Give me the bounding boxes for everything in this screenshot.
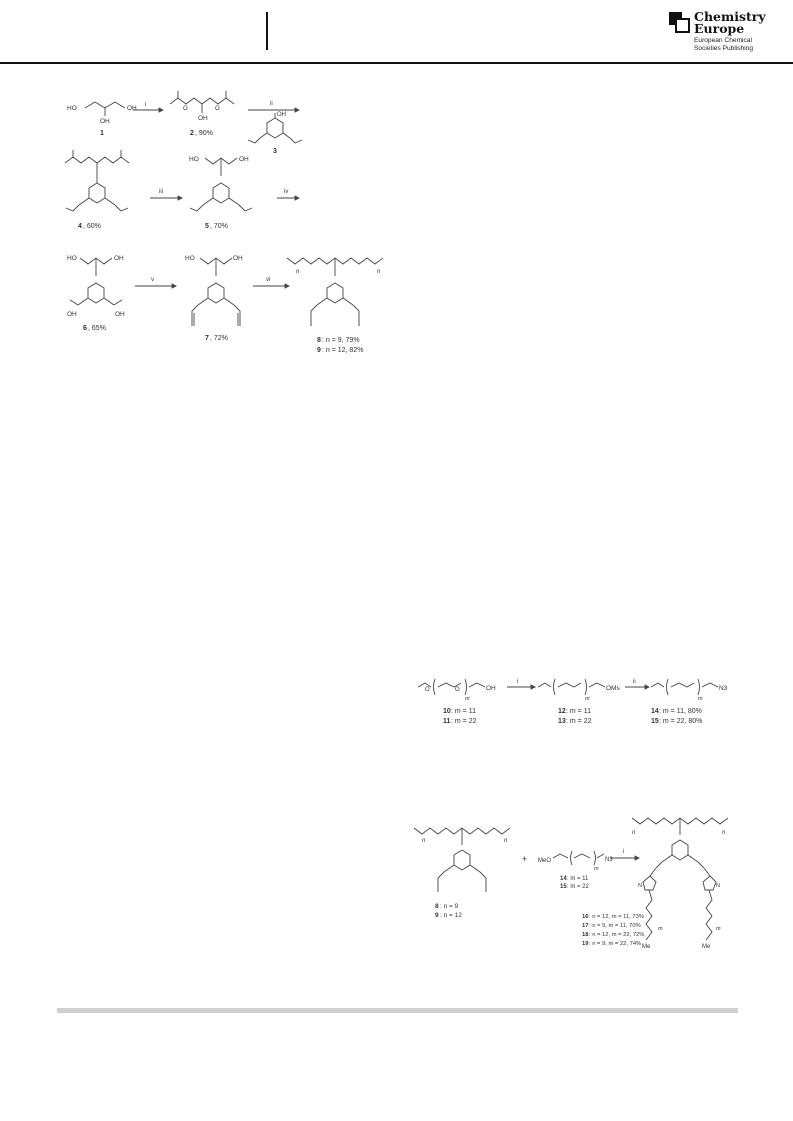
compound-3-structure xyxy=(248,112,302,143)
svg-text:: m = 22: : m = 22 xyxy=(567,884,589,890)
step-label-ii: ii xyxy=(270,101,273,107)
svg-text:n: n xyxy=(722,830,726,836)
compound-label-4: 4 xyxy=(78,223,82,230)
svg-text:O: O xyxy=(183,106,188,112)
compound-yield-6: , 65% xyxy=(88,325,106,332)
header-divider xyxy=(266,12,268,50)
scheme2-step-ii: ii xyxy=(633,679,636,685)
compound-yield-4: , 60% xyxy=(83,223,101,230)
svg-text:N3: N3 xyxy=(605,857,613,863)
svg-text:N: N xyxy=(716,883,720,889)
step-label-v: v xyxy=(151,277,154,283)
compound-8-9-structure xyxy=(287,258,383,326)
reactant-label-14: 14 xyxy=(560,876,567,882)
logo-subtitle: European Chemical Societies Publishing xyxy=(694,37,754,52)
svg-text:Me: Me xyxy=(642,944,651,950)
svg-text:: n = 12, m = 11, 73%: : n = 12, m = 11, 73% xyxy=(589,914,644,920)
svg-text:m: m xyxy=(698,696,703,702)
compound-label-3: 3 xyxy=(273,148,277,155)
product-16-19-structure xyxy=(632,818,728,950)
compound-label-12: 12 xyxy=(558,708,566,715)
reactant-8-9-structure xyxy=(414,828,510,892)
svg-text:O: O xyxy=(425,687,430,693)
svg-text:HO: HO xyxy=(67,105,77,112)
scheme-2-azide-synthesis xyxy=(413,675,743,735)
svg-text:: n = 12, m = 22, 72%: : n = 12, m = 22, 72% xyxy=(589,932,645,938)
compound-6-structure xyxy=(67,255,125,318)
step-label-vi: vi xyxy=(266,277,271,283)
compound-yield-9: : n = 12, 82% xyxy=(322,347,364,354)
reactant-14-15-structure xyxy=(538,851,613,872)
reactant-label-9: 9 xyxy=(435,912,439,919)
svg-text:Me: Me xyxy=(702,944,711,950)
compound-yield-8: : n = 9, 79% xyxy=(322,337,360,344)
svg-text:m: m xyxy=(594,866,599,872)
svg-text:O: O xyxy=(455,687,460,693)
scheme-3-click-reaction xyxy=(410,780,740,960)
svg-text:n: n xyxy=(296,269,300,275)
compound-label-13: 13 xyxy=(558,718,566,725)
chemistry-europe-logo xyxy=(668,11,788,55)
svg-text:HO: HO xyxy=(185,255,195,262)
svg-text:OH: OH xyxy=(198,115,208,122)
svg-text:n: n xyxy=(632,830,636,836)
compound-label-1: 1 xyxy=(100,130,104,137)
compound-12-13-structure xyxy=(538,679,620,702)
product-label-16: 16 xyxy=(582,914,589,920)
step-label-i: i xyxy=(145,102,147,108)
step-label-iv: iv xyxy=(284,189,289,195)
svg-text:: m = 22, 80%: : m = 22, 80% xyxy=(659,718,703,725)
header-rule xyxy=(0,62,793,64)
compound-4-structure xyxy=(65,150,129,211)
svg-text:n: n xyxy=(504,838,508,844)
svg-text:: m = 11: : m = 11 xyxy=(567,876,589,882)
svg-text:n: n xyxy=(422,838,426,844)
svg-text:m: m xyxy=(658,926,663,932)
compound-label-6: 6 xyxy=(83,325,87,332)
svg-text:: n = 9, m = 11, 70%: : n = 9, m = 11, 70% xyxy=(589,923,641,929)
svg-text:O: O xyxy=(215,106,220,112)
svg-text:OH: OH xyxy=(114,255,124,262)
product-label-19: 19 xyxy=(582,941,589,947)
reactant-label-8: 8 xyxy=(435,903,439,910)
svg-text:: m = 11: : m = 11 xyxy=(451,708,476,715)
svg-text:MeO: MeO xyxy=(538,858,552,864)
svg-text:m: m xyxy=(716,926,721,932)
logo-wordmark: Chemistry Europe xyxy=(694,9,766,36)
scheme3-step-i: i xyxy=(623,849,625,855)
svg-text:: n = 12: : n = 12 xyxy=(440,912,462,919)
svg-text:: n = 9: : n = 9 xyxy=(440,903,459,910)
compound-label-2: 2 xyxy=(190,130,194,137)
svg-text:: m = 11, 80%: : m = 11, 80% xyxy=(659,708,702,715)
scheme-1-synthesis xyxy=(55,88,385,363)
compound-label-7: 7 xyxy=(205,335,209,342)
compound-1-structure xyxy=(67,102,137,125)
compound-yield-5: , 70% xyxy=(210,223,228,230)
compound-7-structure xyxy=(185,255,243,326)
compound-label-15: 15 xyxy=(651,718,659,725)
step-label-iii: iii xyxy=(159,189,163,195)
compound-10-11-structure xyxy=(418,679,496,702)
footer-separator xyxy=(57,1008,738,1013)
compound-label-11: 11 xyxy=(443,718,451,725)
svg-text:: m = 22: : m = 22 xyxy=(566,718,592,725)
svg-text:OH: OH xyxy=(67,311,77,318)
plus-sign: + xyxy=(522,854,528,864)
svg-text:: m = 22: : m = 22 xyxy=(451,718,477,725)
compound-label-14: 14 xyxy=(651,708,659,715)
svg-text:HO: HO xyxy=(67,255,77,262)
svg-text:N3: N3 xyxy=(719,685,728,692)
reactant-label-15: 15 xyxy=(560,884,567,890)
svg-text:OH: OH xyxy=(486,685,496,692)
svg-text:m: m xyxy=(585,696,590,702)
svg-text:HO: HO xyxy=(189,156,199,163)
product-label-18: 18 xyxy=(582,932,589,938)
svg-text:OH: OH xyxy=(127,105,137,112)
compound-label-8: 8 xyxy=(317,337,321,344)
svg-text:OH: OH xyxy=(100,118,110,125)
compound-yield-2: , 90% xyxy=(195,130,213,137)
compound-label-9: 9 xyxy=(317,347,321,354)
compound-label-5: 5 xyxy=(205,223,209,230)
svg-text:OH: OH xyxy=(233,255,243,262)
compound-yield-7: , 72% xyxy=(210,335,228,342)
svg-text:N: N xyxy=(638,883,642,889)
compound-14-15-structure xyxy=(651,679,728,702)
product-labels xyxy=(582,914,644,947)
svg-text:: m = 11: : m = 11 xyxy=(566,708,591,715)
svg-text:OH: OH xyxy=(115,311,125,318)
svg-text:m: m xyxy=(465,696,470,702)
svg-text:OH: OH xyxy=(239,156,249,163)
scheme2-step-i: i xyxy=(517,679,519,685)
chemistry-europe-logo-icon xyxy=(668,11,690,33)
compound-label-10: 10 xyxy=(443,708,451,715)
svg-text:n: n xyxy=(377,269,381,275)
compound-2-structure xyxy=(170,91,234,122)
compound-5-structure xyxy=(189,156,252,211)
svg-text:OH: OH xyxy=(277,112,286,118)
svg-text:: n = 9, m = 22, 74%: : n = 9, m = 22, 74% xyxy=(589,941,642,947)
svg-text:OMs: OMs xyxy=(606,685,620,692)
product-label-17: 17 xyxy=(582,923,589,929)
